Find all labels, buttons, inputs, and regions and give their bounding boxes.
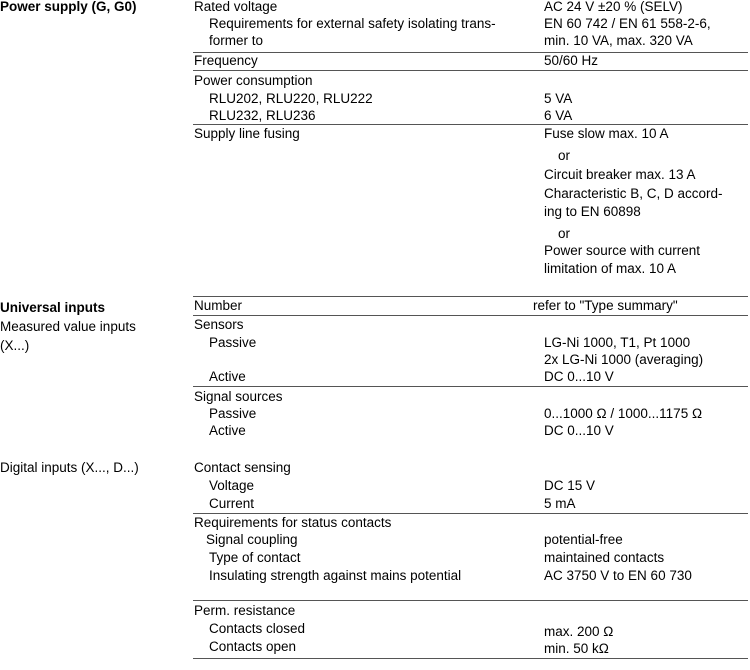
fusing-line: limitation of max. 10 A — [544, 261, 677, 276]
requirements-value-2: min. 10 VA, max. 320 VA — [544, 33, 693, 48]
frequency-value: 50/60 Hz — [544, 53, 599, 68]
number-label: Number — [194, 298, 243, 313]
consumption-model-label: RLU232, RLU236 — [209, 108, 316, 123]
type-of-contact-label: Type of contact — [209, 550, 301, 565]
fusing-line: Circuit breaker max. 13 A — [544, 167, 696, 182]
insulating-strength-label: Insulating strength against mains potential — [209, 568, 462, 583]
signal-active-value: DC 0...10 V — [544, 423, 614, 438]
number-value: refer to "Type summary" — [533, 298, 678, 313]
fusing-line: Fuse slow max. 10 A — [544, 126, 669, 141]
row-divider — [193, 386, 748, 387]
sensors-active-label: Active — [209, 369, 246, 384]
section-title-universal-inputs: Universal inputs — [0, 300, 106, 315]
row-divider — [193, 70, 748, 71]
sensors-label: Sensors — [194, 317, 244, 332]
fusing-line: or — [558, 226, 571, 241]
row-divider — [193, 124, 748, 125]
supply-fusing-label: Supply line fusing — [194, 126, 300, 141]
rated-voltage-label: Rated voltage — [194, 0, 278, 14]
section-title-power-supply: Power supply (G, G0) — [0, 0, 137, 14]
signal-passive-value: 0...1000 Ω / 1000...1175 Ω — [544, 406, 703, 421]
row-divider — [193, 52, 748, 53]
signal-passive-label: Passive — [209, 406, 257, 421]
consumption-model-value: 6 VA — [544, 108, 573, 123]
contact-sensing-label: Contact sensing — [194, 460, 291, 475]
requirements-label-2: former to — [209, 33, 264, 48]
voltage-label: Voltage — [209, 478, 255, 493]
fusing-line: or — [558, 148, 571, 163]
status-contacts-label: Requirements for status contacts — [194, 515, 392, 530]
contacts-closed-label: Contacts closed — [209, 621, 306, 636]
sensors-active-value: DC 0...10 V — [544, 369, 614, 384]
measured-value-inputs-label-2: (X...) — [0, 338, 30, 353]
frequency-label: Frequency — [194, 53, 258, 68]
consumption-model-label: RLU202, RLU220, RLU222 — [209, 91, 373, 106]
row-divider — [193, 658, 748, 659]
perm-resistance-label: Perm. resistance — [194, 603, 296, 618]
rated-voltage-value: AC 24 V ±20 % (SELV) — [544, 0, 683, 14]
sensors-passive-label: Passive — [209, 335, 257, 350]
signal-active-label: Active — [209, 423, 246, 438]
row-divider — [193, 513, 748, 514]
current-value: 5 mA — [544, 496, 576, 511]
fusing-line: Power source with current — [544, 243, 701, 258]
row-divider — [193, 600, 748, 601]
contacts-open-value: min. 50 kΩ — [544, 641, 609, 656]
requirements-value-1: EN 60 742 / EN 61 558-2-6, — [544, 16, 711, 31]
sensors-passive-value-2: 2x LG-Ni 1000 (averaging) — [544, 352, 704, 367]
signal-sources-label: Signal sources — [194, 389, 283, 404]
signal-coupling-label: Signal coupling — [206, 532, 298, 547]
contacts-closed-value: max. 200 Ω — [544, 624, 614, 639]
section-title-digital-inputs: Digital inputs (X..., D...) — [0, 460, 139, 475]
row-divider — [193, 315, 748, 316]
measured-value-inputs-label: Measured value inputs — [0, 319, 136, 334]
fusing-line: ing to EN 60898 — [544, 204, 641, 219]
signal-coupling-value: potential-free — [544, 532, 623, 547]
insulating-strength-value: AC 3750 V to EN 60 730 — [544, 568, 692, 583]
type-of-contact-value: maintained contacts — [544, 550, 665, 565]
contacts-open-label: Contacts open — [209, 639, 297, 654]
power-consumption-label: Power consumption — [194, 73, 313, 88]
requirements-label-1: Requirements for external safety isolating trans- — [209, 16, 496, 31]
voltage-value: DC 15 V — [544, 478, 596, 493]
current-label: Current — [209, 496, 255, 511]
sensors-passive-value-1: LG-Ni 1000, T1, Pt 1000 — [544, 335, 691, 350]
fusing-line: Characteristic B, C, D accord- — [544, 186, 723, 201]
row-divider — [193, 296, 748, 297]
consumption-model-value: 5 VA — [544, 91, 573, 106]
